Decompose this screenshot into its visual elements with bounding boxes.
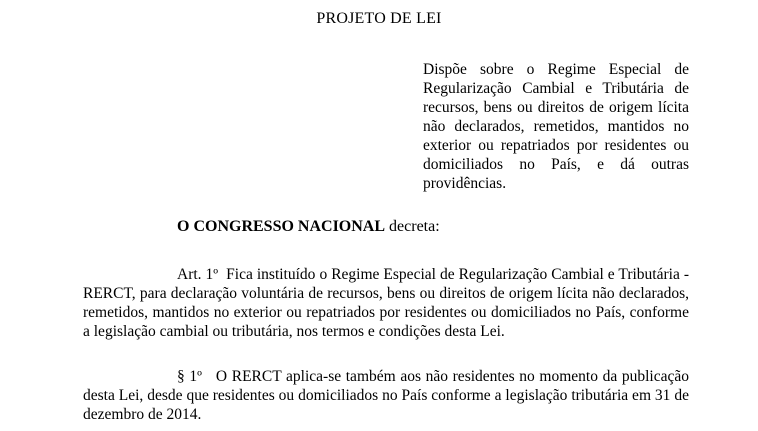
- paragraph-1-text: O RERCT aplica-se também aos não residentes no momento da publicação desta Lei, desde que residentes ou domiciliados no País conforme a legislação tributária em 31 de dezembro de 2014.: [83, 368, 690, 423]
- enactment-clause: [177, 217, 440, 237]
- article-1-text: Fica instituído o Regime Especial de Regularização Cambial e Tributária -RERCT, para declaração voluntária de recursos, bens ou direitos de origem lícita não declarados, remetidos, mantidos no exterior ou repatriados por residentes ou domiciliados no País, conforme a legislação cambial ou tributária, nos termos e condições desta Lei.: [83, 266, 690, 340]
- enactment-verb: decreta:: [385, 218, 440, 235]
- ementa-text: Dispõe sobre o Regime Especial de Regularização Cambial e Tributária de recursos, bens ou direitos de origem lícita não declarados, remetidos, mantidos no exterior ou repatriados por residentes ou domiciliados no País, e dá outras providências.: [423, 61, 689, 192]
- enactment-authority: O CONGRESSO NACIONAL: [177, 218, 386, 235]
- paragraph-1-label: § 1º: [177, 368, 202, 385]
- document-title: PROJETO DE LEI: [316, 10, 442, 27]
- article-1-label: Art. 1º: [177, 266, 219, 283]
- article-1: [83, 265, 689, 341]
- paragraph-1: [83, 367, 689, 424]
